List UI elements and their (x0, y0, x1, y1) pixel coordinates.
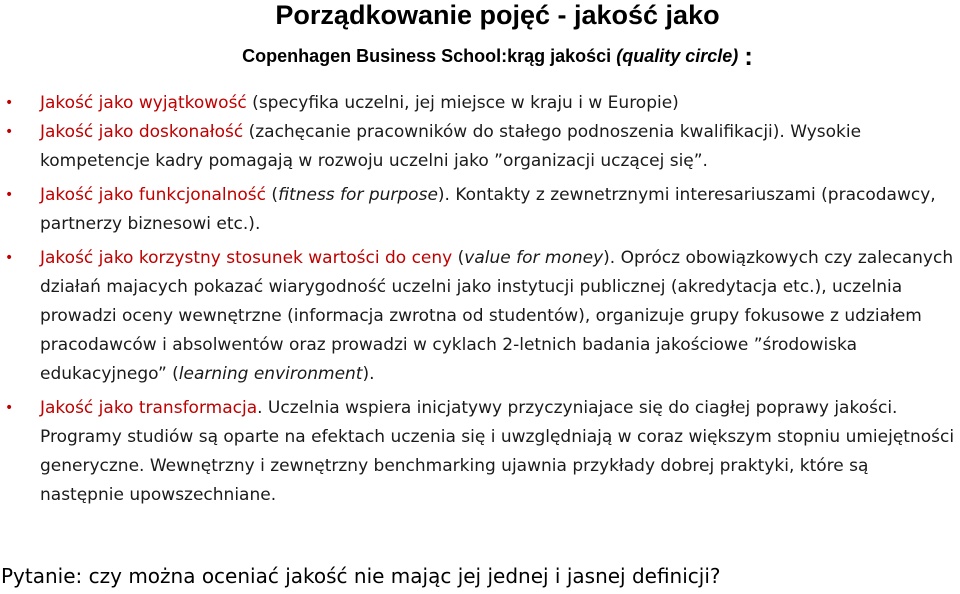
bullet-text: ). (362, 364, 375, 384)
bullet-lead: Jakość jako doskonałość (40, 122, 244, 142)
closing-question: Pytanie: czy można oceniać jakość nie mając jej jednej i jasnej definicji? (1, 564, 721, 588)
bullet-lead: Jakość jako wyjątkowość (40, 93, 247, 113)
bullet-item-excellence (0, 118, 960, 176)
bullet-item-transformation (0, 394, 960, 510)
slide-title: Porządkowanie pojęć - jakość jako (275, 0, 720, 30)
bullet-text: ( (266, 185, 279, 205)
bullet-item-functionality (0, 181, 960, 239)
bullet-text: . Uczelnia wspiera inicjatywy przyczyniajace się do ciagłej poprawy jakości. Programy studiów są oparte na efektach uczenia się i uwzględniają w coraz większym stopniu umiejętności generyczne. Wewnętrzny i zewnętrzny benchmarking ujawnia przykłady dobrej praktyki, które są następnie upowszechniane. (40, 398, 955, 505)
bullet-item-value-for-money (0, 244, 960, 389)
subtitle-quality-circle: (quality circle) (616, 46, 739, 66)
bullet-dot-icon: • (5, 95, 14, 111)
bullet-item-uniqueness (0, 89, 960, 118)
bullet-lead: Jakość jako funkcjonalność (40, 185, 267, 205)
bullet-lead: Jakość jako korzystny stosunek wartości do ceny (40, 248, 453, 268)
bullet-list (0, 89, 960, 510)
bullet-text: (zachęcanie pracowników do stałego podnoszenia kwalifikacji). Wysokie kompetencje kadry pomagają w rozwoju uczelni jako ”organizacji uczącej się”. (40, 122, 862, 171)
subtitle-colon: : (744, 41, 753, 71)
bullet-text: (specyfika uczelni, jej miejsce w kraju i w Europie) (246, 93, 679, 113)
slide-subtitle (0, 42, 960, 70)
bullet-dot-icon: • (5, 124, 14, 140)
bullet-lead: Jakość jako transformacja (40, 398, 258, 418)
bullet-dot-icon: • (5, 187, 14, 203)
bullet-italic: value for money (464, 248, 604, 268)
bullet-italic: learning environment (178, 364, 363, 384)
bullet-text: ). Kontakty z zewnetrznymi interesariuszami (pracodawcy, partnerzy biznesowi etc.). (40, 185, 936, 234)
bullet-italic: fitness for purpose (278, 185, 438, 205)
bullet-text: ). Oprócz obowiązkowych czy zalecanych działań majacych pokazać wiarygodność uczelni jako instytucji publicznej (akredytacja etc.), uczelnia prowadzi oceny wewnętrzne (informacja zwrotna od studentów), organizuje grupy fokusowe z udziałem pracodawców i absolwentów oraz prowadzi w cyklach 2-letnich badania jakościowe ”środowiska edukacyjnego” ( (40, 248, 954, 384)
bullet-text: ( (452, 248, 465, 268)
subtitle-text: Copenhagen Business School:krąg jakości (242, 46, 612, 66)
bullet-dot-icon: • (5, 250, 14, 266)
bullet-dot-icon: • (5, 400, 14, 416)
